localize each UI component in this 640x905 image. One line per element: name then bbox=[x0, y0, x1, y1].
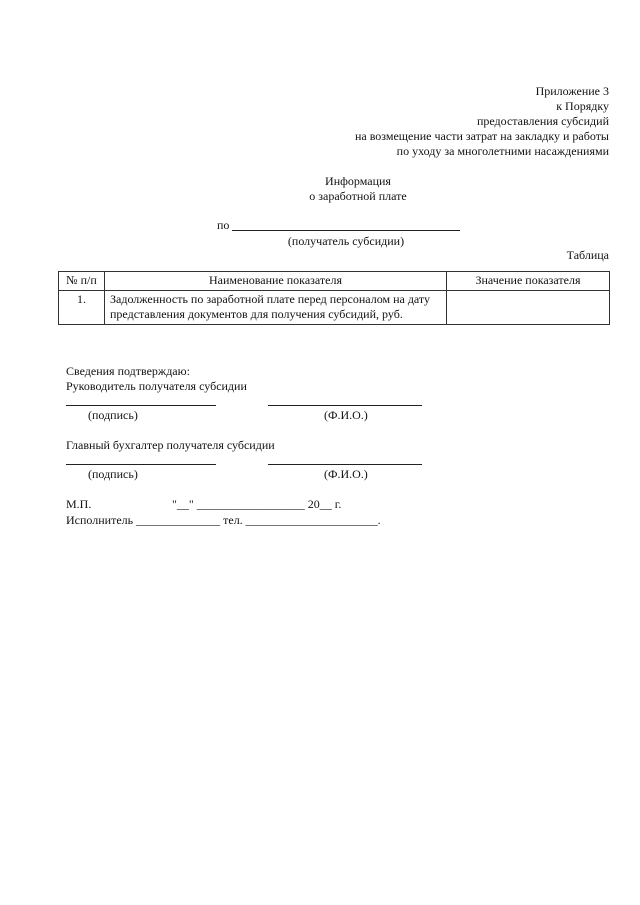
recipient-caption: (получатель субсидии) bbox=[287, 234, 405, 248]
appendix-purpose-cont: по уходу за многолетними насаждениями bbox=[396, 144, 609, 158]
appendix-subsidy: предоставления субсидий bbox=[476, 114, 609, 128]
head-fio-caption: (Ф.И.О.) bbox=[324, 408, 368, 422]
accountant-signature-line bbox=[66, 464, 216, 465]
date-field: "__" __________________ 20__ г. bbox=[172, 497, 342, 511]
row-value bbox=[447, 291, 610, 325]
indicators-table bbox=[58, 271, 610, 325]
head-fio-line bbox=[268, 405, 422, 406]
col-header-name: Наименование показателя bbox=[105, 272, 447, 291]
head-signature-line bbox=[66, 405, 216, 406]
col-header-value: Значение показателя bbox=[447, 272, 610, 291]
col-header-num: № п/п bbox=[59, 272, 105, 291]
accountant-sign-caption: (подпись) bbox=[88, 467, 138, 481]
accountant-title: Главный бухгалтер получателя субсидии bbox=[66, 438, 275, 452]
accountant-fio-line bbox=[268, 464, 422, 465]
appendix-number: Приложение 3 bbox=[535, 84, 609, 98]
doc-subtitle: о заработной плате bbox=[309, 189, 407, 203]
table-header-row bbox=[59, 272, 610, 291]
recipient-prefix: по bbox=[217, 218, 230, 232]
table-row bbox=[59, 291, 610, 325]
stamp-place: М.П. bbox=[66, 497, 92, 511]
doc-title: Информация bbox=[325, 174, 391, 188]
recipient-line bbox=[232, 230, 460, 231]
confirm-heading: Сведения подтверждаю: bbox=[66, 364, 190, 378]
head-sign-caption: (подпись) bbox=[88, 408, 138, 422]
appendix-ref: к Порядку bbox=[556, 99, 609, 113]
executor-line: Исполнитель ______________ тел. ______________________. bbox=[66, 513, 381, 527]
row-name: Задолженность по заработной плате перед персоналом на дату представления документов для получения субсидий, руб. bbox=[105, 291, 447, 325]
table-label: Таблица bbox=[566, 248, 609, 262]
appendix-purpose: на возмещение части затрат на закладку и работы bbox=[354, 129, 609, 143]
head-title: Руководитель получателя субсидии bbox=[66, 379, 247, 393]
row-num: 1. bbox=[59, 291, 105, 325]
accountant-fio-caption: (Ф.И.О.) bbox=[324, 467, 368, 481]
